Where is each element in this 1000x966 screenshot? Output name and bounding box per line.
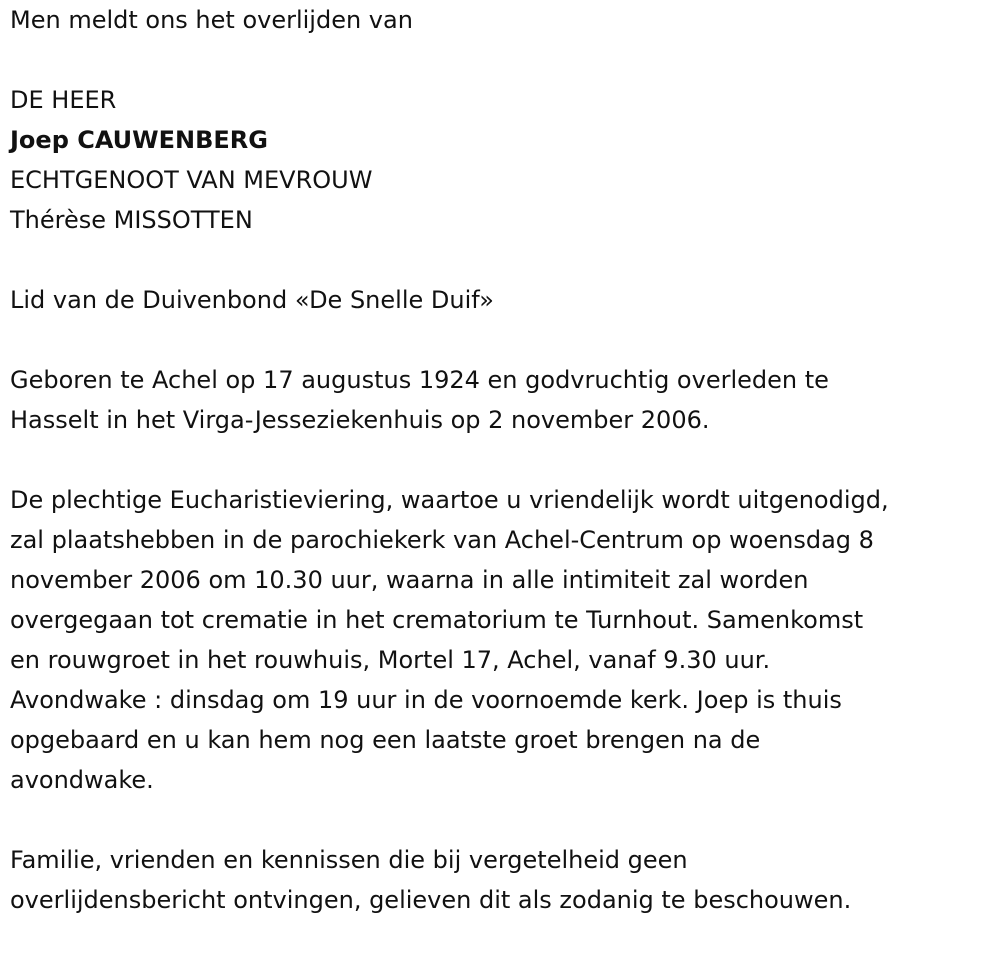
- paragraph-line: Avondwake : dinsdag om 19 uur in de voornoemde kerk. Joep is thuis: [10, 686, 842, 714]
- paragraph-line: Geboren te Achel op 17 augustus 1924 en godvruchtig overleden te: [10, 366, 829, 394]
- paragraph-line: Hasselt in het Virga-Jesseziekenhuis op 2 november 2006.: [10, 406, 710, 434]
- spacer: [10, 440, 995, 480]
- paragraph-line: Familie, vrienden en kennissen die bij vergetelheid geen: [10, 846, 688, 874]
- death-notice: [10, 0, 995, 920]
- honorific: DE HEER: [10, 86, 117, 114]
- spacer: [10, 320, 995, 360]
- spouse-label: ECHTGENOOT VAN MEVROUW: [10, 166, 373, 194]
- paragraph-line: zal plaatshebben in de parochiekerk van Achel-Centrum op woensdag 8: [10, 526, 874, 554]
- paragraph-line: De plechtige Eucharistieviering, waartoe u vriendelijk wordt uitgenodigd,: [10, 486, 889, 514]
- ceremony-paragraph: [10, 480, 995, 800]
- spacer: [10, 800, 995, 840]
- paragraph-line: overlijdensbericht ontvingen, gelieven dit als zodanig te beschouwen.: [10, 886, 852, 914]
- spacer: [10, 40, 995, 80]
- spacer: [10, 240, 995, 280]
- birth-death-paragraph: [10, 360, 995, 440]
- paragraph-line: avondwake.: [10, 766, 154, 794]
- spouse-name: Thérèse MISSOTTEN: [10, 206, 253, 234]
- closing-paragraph: [10, 840, 995, 920]
- paragraph-line: overgegaan tot crematie in het crematorium te Turnhout. Samenkomst: [10, 606, 864, 634]
- deceased-name: Joep CAUWENBERG: [10, 126, 268, 154]
- paragraph-line: opgebaard en u kan hem nog een laatste groet brengen na de: [10, 726, 761, 754]
- paragraph-line: november 2006 om 10.30 uur, waarna in alle intimiteit zal worden: [10, 566, 809, 594]
- intro-text: Men meldt ons het overlijden van: [10, 6, 413, 34]
- paragraph-line: en rouwgroet in het rouwhuis, Mortel 17, Achel, vanaf 9.30 uur.: [10, 646, 771, 674]
- membership-text: Lid van de Duivenbond «De Snelle Duif»: [10, 286, 494, 314]
